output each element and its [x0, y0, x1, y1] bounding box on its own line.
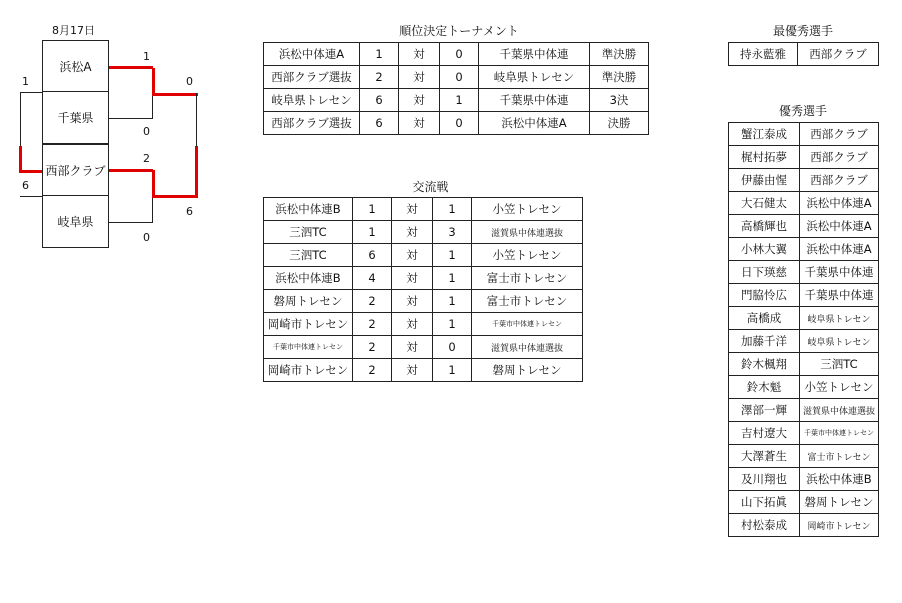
- player-team-cell: 千葉県中体連: [800, 284, 879, 307]
- team2-cell: 滋賀県中体連選抜: [472, 336, 583, 359]
- exchange-row: [264, 290, 583, 313]
- player-name-cell: 鈴木楓翔: [729, 353, 800, 376]
- vs-cell: 対: [392, 336, 433, 359]
- team1-cell: 西部クラブ選抜: [264, 112, 360, 135]
- team1-cell: 千葉市中体連トレセン: [264, 336, 353, 359]
- score1-cell: 2: [353, 313, 392, 336]
- vs-cell: 対: [392, 359, 433, 382]
- bracket-line: [109, 222, 153, 223]
- tournament-row: [264, 43, 649, 66]
- bracket-win-line: [19, 146, 22, 172]
- mvp-table: [728, 42, 879, 66]
- score2-cell: 0: [440, 43, 479, 66]
- team2-cell: 浜松中体連A: [479, 112, 590, 135]
- excellent-row: [729, 146, 879, 169]
- score2-cell: 1: [433, 244, 472, 267]
- vs-cell: 対: [392, 221, 433, 244]
- vs-cell: 対: [392, 290, 433, 313]
- exchange-rows: [264, 198, 583, 382]
- player-team-cell: 浜松中体連A: [800, 238, 879, 261]
- excellent-row: [729, 491, 879, 514]
- team1-cell: 三泗TC: [264, 244, 353, 267]
- mvp-title: 最優秀選手: [772, 24, 833, 38]
- player-name-cell: 大澤蒼生: [729, 445, 800, 468]
- excellent-row: [729, 468, 879, 491]
- bracket-score: 6: [186, 205, 193, 218]
- score2-cell: 1: [440, 89, 479, 112]
- bracket-line: [20, 92, 42, 93]
- player-name-cell: 鈴木魁: [729, 376, 800, 399]
- score2-cell: 1: [433, 359, 472, 382]
- player-name-cell: 持永藍雅: [729, 43, 798, 66]
- vs-cell: 対: [399, 43, 440, 66]
- score1-cell: 2: [353, 359, 392, 382]
- tournament-rows: [264, 43, 649, 135]
- round-cell: 決勝: [590, 112, 649, 135]
- excellent-row: [729, 514, 879, 537]
- tournament-row: [264, 89, 649, 112]
- exchange-row: [264, 359, 583, 382]
- exchange-row: [264, 244, 583, 267]
- score2-cell: 0: [440, 66, 479, 89]
- player-team-cell: 富士市トレセン: [800, 445, 879, 468]
- tournament-title: 順位決定トーナメント: [399, 24, 519, 38]
- team2-cell: 富士市トレセン: [472, 290, 583, 313]
- bracket-line: [109, 118, 153, 119]
- team1-cell: 岡崎市トレセン: [264, 313, 353, 336]
- team2-cell: 千葉県中体連: [479, 89, 590, 112]
- player-name-cell: 澤部一輝: [729, 399, 800, 422]
- round-cell: 準決勝: [590, 66, 649, 89]
- score1-cell: 1: [353, 198, 392, 221]
- bracket-date: 8月17日: [52, 24, 95, 37]
- score2-cell: 1: [433, 290, 472, 313]
- player-name-cell: 門脇怜広: [729, 284, 800, 307]
- team2-cell: 富士市トレセン: [472, 267, 583, 290]
- team1-cell: 浜松中体連B: [264, 267, 353, 290]
- bracket-line: [20, 92, 21, 146]
- team1-cell: 磐周トレセン: [264, 290, 353, 313]
- team2-cell: 岐阜県トレセン: [479, 66, 590, 89]
- bracket-win-line: [152, 68, 155, 94]
- player-team-cell: 浜松中体連A: [800, 215, 879, 238]
- vs-cell: 対: [392, 244, 433, 267]
- player-team-cell: 千葉県中体連: [800, 261, 879, 284]
- player-team-cell: 千葉市中体連トレセン: [800, 422, 879, 445]
- bracket-team-hamamatsu: 浜松A: [42, 40, 109, 92]
- score2-cell: 0: [433, 336, 472, 359]
- bracket-win-line: [152, 170, 155, 197]
- score1-cell: 1: [353, 221, 392, 244]
- team2-cell: 千葉市中体連トレセン: [472, 313, 583, 336]
- team1-cell: 浜松中体連A: [264, 43, 360, 66]
- excellent-row: [729, 284, 879, 307]
- bracket-win-line: [195, 146, 198, 198]
- player-name-cell: 日下瑛慈: [729, 261, 800, 284]
- excellent-row: [729, 123, 879, 146]
- player-team-cell: 小笠トレセン: [800, 376, 879, 399]
- player-name-cell: 小林大翼: [729, 238, 800, 261]
- bracket-team-seibu: 西部クラブ: [42, 144, 109, 196]
- player-name-cell: 蟹江泰成: [729, 123, 800, 146]
- excellent-row: [729, 238, 879, 261]
- tournament-row: [264, 66, 649, 89]
- excellent-row: [729, 307, 879, 330]
- team1-cell: 岡崎市トレセン: [264, 359, 353, 382]
- excellent-row: [729, 399, 879, 422]
- player-team-cell: 西部クラブ: [798, 43, 879, 66]
- bracket-score: 2: [143, 152, 150, 165]
- score1-cell: 1: [360, 43, 399, 66]
- player-team-cell: 三泗TC: [800, 353, 879, 376]
- player-name-cell: 大石健太: [729, 192, 800, 215]
- excellent-row: [729, 192, 879, 215]
- bracket-score: 0: [143, 231, 150, 244]
- bracket-line: [20, 196, 42, 197]
- exchange-row: [264, 198, 583, 221]
- bracket-win-line: [19, 170, 42, 173]
- player-team-cell: 磐周トレセン: [800, 491, 879, 514]
- bracket-line: [196, 93, 197, 147]
- player-team-cell: 岐阜県トレセン: [800, 330, 879, 353]
- vs-cell: 対: [392, 198, 433, 221]
- score1-cell: 2: [353, 290, 392, 313]
- exchange-row: [264, 221, 583, 244]
- score2-cell: 1: [433, 267, 472, 290]
- round-cell: 準決勝: [590, 43, 649, 66]
- team2-cell: 小笠トレセン: [472, 244, 583, 267]
- player-name-cell: 加藤千洋: [729, 330, 800, 353]
- bracket-score: 6: [22, 179, 29, 192]
- player-team-cell: 西部クラブ: [800, 169, 879, 192]
- round-cell: 3決: [590, 89, 649, 112]
- score1-cell: 6: [360, 89, 399, 112]
- mvp-row: [729, 43, 879, 66]
- player-name-cell: 高橋輝也: [729, 215, 800, 238]
- excellent-row: [729, 330, 879, 353]
- bracket-score: 1: [143, 50, 150, 63]
- bracket-score: 0: [143, 125, 150, 138]
- team1-cell: 西部クラブ選抜: [264, 66, 360, 89]
- player-team-cell: 西部クラブ: [800, 123, 879, 146]
- vs-cell: 対: [399, 66, 440, 89]
- excellent-row: [729, 353, 879, 376]
- exchange-row: [264, 336, 583, 359]
- score2-cell: 1: [433, 313, 472, 336]
- excellent-rows: [729, 123, 879, 537]
- bracket-win-line: [109, 66, 153, 69]
- vs-cell: 対: [399, 89, 440, 112]
- player-name-cell: 吉村遼大: [729, 422, 800, 445]
- bracket-win-line: [109, 169, 153, 172]
- excellent-title: 優秀選手: [778, 104, 827, 118]
- mvp-rows: [729, 43, 879, 66]
- player-team-cell: 浜松中体連A: [800, 192, 879, 215]
- vs-cell: 対: [392, 267, 433, 290]
- player-name-cell: 高橋成: [729, 307, 800, 330]
- tournament-table: [263, 42, 649, 135]
- vs-cell: 対: [399, 112, 440, 135]
- team2-cell: 千葉県中体連: [479, 43, 590, 66]
- excellent-row: [729, 445, 879, 468]
- score2-cell: 0: [440, 112, 479, 135]
- team1-cell: 浜松中体連B: [264, 198, 353, 221]
- bracket-team-chiba: 千葉県: [42, 92, 109, 144]
- bracket-win-line: [152, 195, 198, 198]
- player-name-cell: 山下拓眞: [729, 491, 800, 514]
- bracket-score: 1: [22, 75, 29, 88]
- exchange-title: 交流戦: [412, 180, 449, 194]
- bracket-score: 0: [186, 75, 193, 88]
- team2-cell: 小笠トレセン: [472, 198, 583, 221]
- excellent-table: [728, 122, 879, 537]
- tournament-row: [264, 112, 649, 135]
- player-team-cell: 岐阜県トレセン: [800, 307, 879, 330]
- player-team-cell: 滋賀県中体連選抜: [800, 399, 879, 422]
- excellent-row: [729, 169, 879, 192]
- player-name-cell: 梶村拓夢: [729, 146, 800, 169]
- score1-cell: 2: [353, 336, 392, 359]
- team2-cell: 滋賀県中体連選抜: [472, 221, 583, 244]
- team1-cell: 三泗TC: [264, 221, 353, 244]
- player-name-cell: 伊藤由惺: [729, 169, 800, 192]
- player-name-cell: 村松泰成: [729, 514, 800, 537]
- score1-cell: 6: [353, 244, 392, 267]
- vs-cell: 対: [392, 313, 433, 336]
- team2-cell: 磐周トレセン: [472, 359, 583, 382]
- bracket-win-line: [152, 93, 198, 96]
- exchange-table: [263, 197, 583, 382]
- player-team-cell: 岡崎市トレセン: [800, 514, 879, 537]
- excellent-row: [729, 376, 879, 399]
- score2-cell: 3: [433, 221, 472, 244]
- player-team-cell: 西部クラブ: [800, 146, 879, 169]
- excellent-row: [729, 261, 879, 284]
- bracket-team-gifu: 岐阜県: [42, 196, 109, 248]
- score2-cell: 1: [433, 198, 472, 221]
- excellent-row: [729, 422, 879, 445]
- score1-cell: 4: [353, 267, 392, 290]
- team1-cell: 岐阜県トレセン: [264, 89, 360, 112]
- exchange-row: [264, 267, 583, 290]
- exchange-row: [264, 313, 583, 336]
- player-team-cell: 浜松中体連B: [800, 468, 879, 491]
- player-name-cell: 及川翔也: [729, 468, 800, 491]
- excellent-row: [729, 215, 879, 238]
- score1-cell: 2: [360, 66, 399, 89]
- score1-cell: 6: [360, 112, 399, 135]
